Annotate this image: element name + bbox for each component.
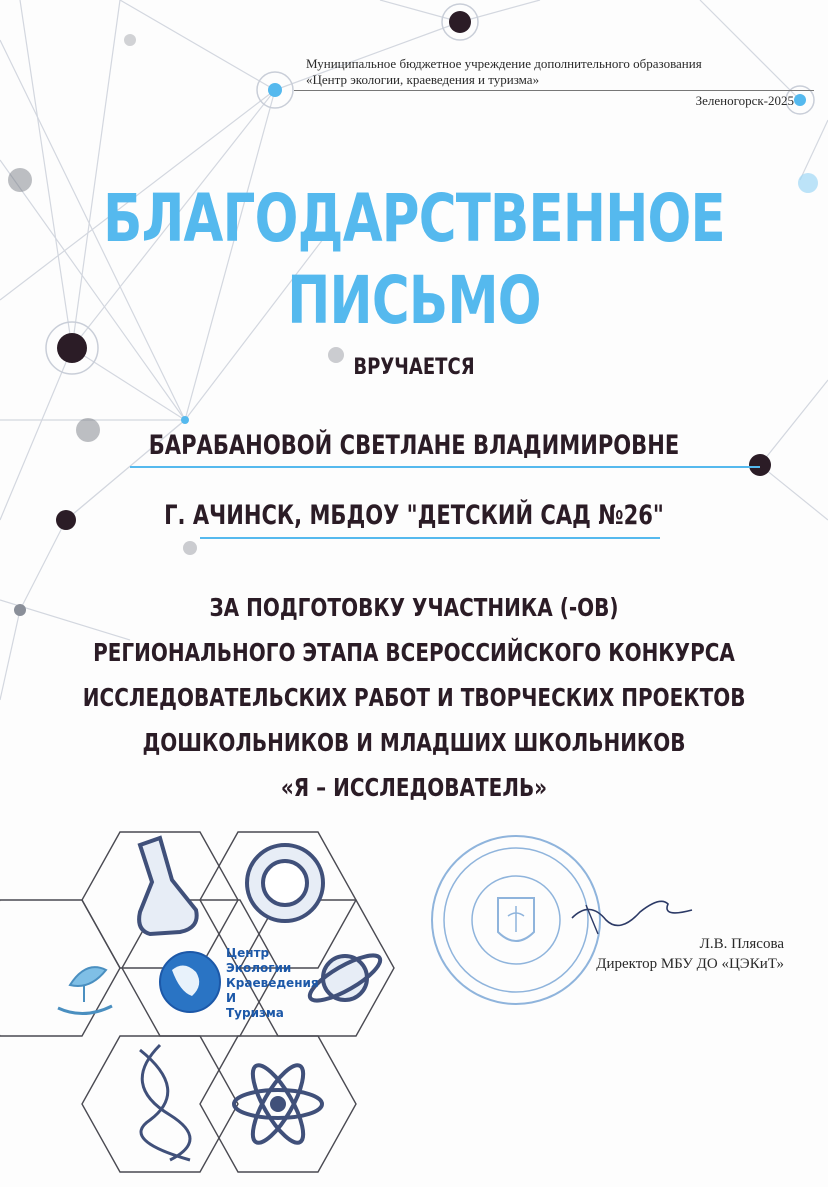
logo-text-line: Экологии xyxy=(226,961,292,975)
logo-text-line: Краеведения xyxy=(226,976,319,990)
reason-line: РЕГИОНАЛЬНОГО ЭТАПА ВСЕРОССИЙСКОГО КОНКУРСА xyxy=(93,638,735,667)
logo-text-line: Туризма xyxy=(226,1006,284,1020)
reason-line: ИССЛЕДОВАТЕЛЬСКИХ РАБОТ И ТВОРЧЕСКИХ ПРОЕКТОВ xyxy=(82,683,746,712)
reason-line: ЗА ПОДГОТОВКУ УЧАСТНИКА (-ОВ) xyxy=(209,593,619,622)
institution-name-line1: Муниципальное бюджетное учреждение дополнительного образования xyxy=(306,56,702,71)
institution-name-line2: «Центр экологии, краеведения и туризма» xyxy=(306,72,540,87)
certificate-title-line1: БЛАГОДАРСТВЕННОЕ xyxy=(103,180,725,257)
logo-text-line: Центр xyxy=(226,946,270,960)
reason-line: «Я – ИССЛЕДОВАТЕЛЬ» xyxy=(280,773,548,802)
city-year: Зеленогорск-2025 xyxy=(695,93,794,108)
award-word: ВРУЧАЕТСЯ xyxy=(353,355,475,380)
signer-position: Директор МБУ ДО «ЦЭКиТ» xyxy=(596,956,784,972)
reason-line: ДОШКОЛЬНИКОВ И МЛАДШИХ ШКОЛЬНИКОВ xyxy=(142,728,686,757)
certificate-title-line2: ПИСЬМО xyxy=(287,262,541,339)
signer-name: Л.В. Плясова xyxy=(699,936,784,952)
recipient-name: БАРАБАНОВОЙ СВЕТЛАНЕ ВЛАДИМИРОВНЕ xyxy=(148,430,680,461)
signer-block xyxy=(596,934,784,974)
logo-text-line: И xyxy=(226,991,237,1005)
recipient-organization: Г. АЧИНСК, МБДОУ "ДЕТСКИЙ САД №26" xyxy=(164,500,664,531)
